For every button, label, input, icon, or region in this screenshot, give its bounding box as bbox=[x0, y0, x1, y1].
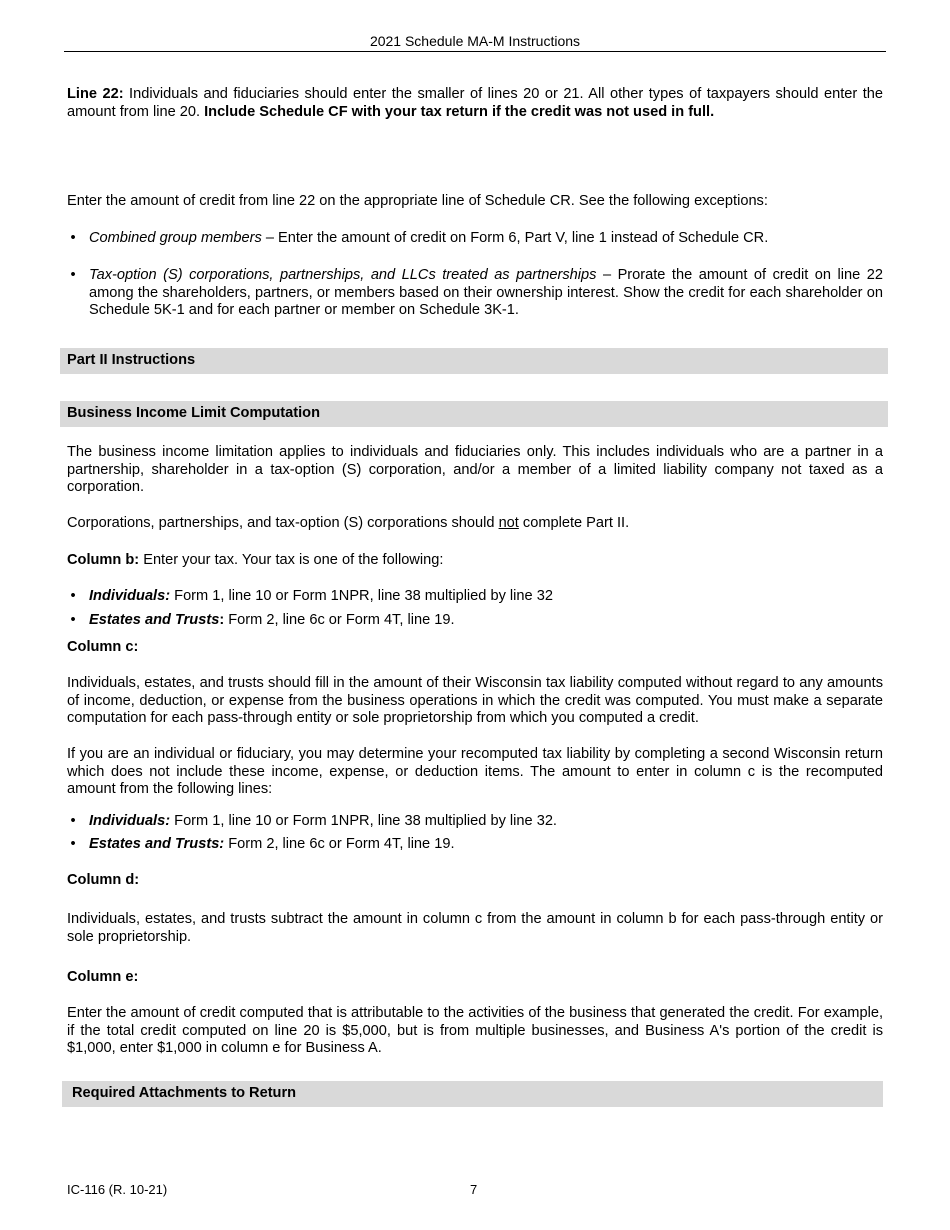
item-text: Form 2, line 6c or Form 4T, line 19. bbox=[224, 612, 455, 628]
item-term-colon: : bbox=[219, 612, 225, 628]
column-c-item-individuals bbox=[67, 813, 883, 831]
bullet-icon: • bbox=[70, 836, 76, 852]
column-c-paragraph-2: If you are an individual or fiduciary, you may determine your recomputed tax liability by completing a second Wisconsin return which does not include these income, expense, or deduction items. The amount to enter in column c is the recomputed amount from the following lines: bbox=[67, 746, 883, 797]
footer-page-number: 7 bbox=[470, 1182, 478, 1197]
item-text: Form 1, line 10 or Form 1NPR, line 38 multiplied by line 32. bbox=[170, 813, 557, 829]
bullet-icon: • bbox=[70, 267, 76, 283]
column-e-paragraph: Enter the amount of credit computed that is attributable to the activities of the business that generated the credit. For example, if the total credit computed on line 20 is $5,000, but is from multiple businesses, and Business A's portion of the credit is $1,000, enter $1,000 in column e for Business A. bbox=[67, 1005, 883, 1056]
column-b-text: Enter your tax. Your tax is one of the following: bbox=[139, 552, 444, 568]
part2-heading: Part II Instructions bbox=[60, 348, 888, 374]
exception-text: – Prorate the amount of credit on line 22 among the shareholders, partners, or members based on their ownership interest. Show the credit for each shareholder on Schedule 5K-1 and for each partner or member on Schedule 3K-1. bbox=[89, 267, 883, 318]
column-e-label: Column e: bbox=[67, 969, 139, 985]
line22-bold-note: Include Schedule CF with your tax return if the credit was not used in full. bbox=[204, 103, 715, 120]
bullet-icon: • bbox=[70, 813, 76, 829]
column-d-label: Column d: bbox=[67, 872, 140, 888]
footer-form-id: IC-116 (R. 10-21) bbox=[67, 1182, 168, 1197]
column-b-item-estates bbox=[67, 612, 883, 630]
item-term: Individuals: bbox=[89, 813, 171, 829]
column-c-item-estates bbox=[67, 836, 883, 854]
item-text: Form 1, line 10 or Form 1NPR, line 38 multiplied by line 32 bbox=[170, 588, 553, 604]
header-rule bbox=[64, 51, 886, 52]
corp-note-before: Corporations, partnerships, and tax-option (S) corporations should bbox=[67, 515, 499, 531]
item-term: Estates and Trusts: bbox=[89, 836, 225, 852]
line22-paragraph bbox=[67, 86, 883, 121]
corp-note bbox=[67, 515, 883, 533]
exception-item-tax-option bbox=[67, 267, 883, 320]
business-income-heading: Business Income Limit Computation bbox=[60, 401, 888, 427]
corp-note-not: not bbox=[498, 515, 519, 531]
item-text: Form 2, line 6c or Form 4T, line 19. bbox=[224, 836, 455, 852]
column-b-paragraph bbox=[67, 552, 883, 570]
enter-amount-paragraph: Enter the amount of credit from line 22 on the appropriate line of Schedule CR. See the following exceptions: bbox=[67, 193, 768, 209]
line22-text: Individuals and fiduciaries should enter the smaller of lines 20 or 21. All other types of taxpayers should enter the amount from line 20. bbox=[67, 86, 883, 120]
column-c-paragraph-1: Individuals, estates, and trusts should fill in the amount of their Wisconsin tax liability computed without regard to any amounts of income, deduction, or expense from the business operations in which the credit was computed. You must make a separate computation for each pass-through entity or sole proprietorship from which you computed a credit. bbox=[67, 675, 883, 726]
attachments-heading: Required Attachments to Return bbox=[62, 1081, 883, 1107]
item-term: Individuals: bbox=[89, 588, 171, 604]
bullet-icon: • bbox=[70, 612, 76, 628]
page-header-title: 2021 Schedule MA-M Instructions bbox=[369, 33, 581, 49]
bullet-icon: • bbox=[70, 230, 76, 246]
exception-term: Combined group members bbox=[89, 230, 262, 246]
line22-label: Line 22: bbox=[67, 86, 124, 102]
item-term: Estates and Trusts bbox=[89, 612, 220, 628]
column-d-paragraph: Individuals, estates, and trusts subtract the amount in column c from the amount in column b for each pass-through entity or sole proprietorship. bbox=[67, 911, 883, 945]
exception-text: – Enter the amount of credit on Form 6, Part V, line 1 instead of Schedule CR. bbox=[261, 230, 769, 246]
bullet-icon: • bbox=[70, 588, 76, 604]
corp-note-after: complete Part II. bbox=[518, 515, 630, 531]
column-b-item-individuals bbox=[67, 588, 883, 606]
exception-term: Tax-option (S) corporations, partnerships, and LLCs treated as partnerships bbox=[89, 267, 597, 283]
exception-item-combined bbox=[67, 230, 883, 248]
column-b-label: Column b: bbox=[67, 552, 140, 568]
business-income-intro: The business income limitation applies to individuals and fiduciaries only. This includes individuals who are a partner in a partnership, shareholder in a tax-option (S) corporation, and/or a member of a limited liability company not taxed as a corporation. bbox=[67, 444, 883, 495]
column-c-label: Column c: bbox=[67, 639, 139, 655]
